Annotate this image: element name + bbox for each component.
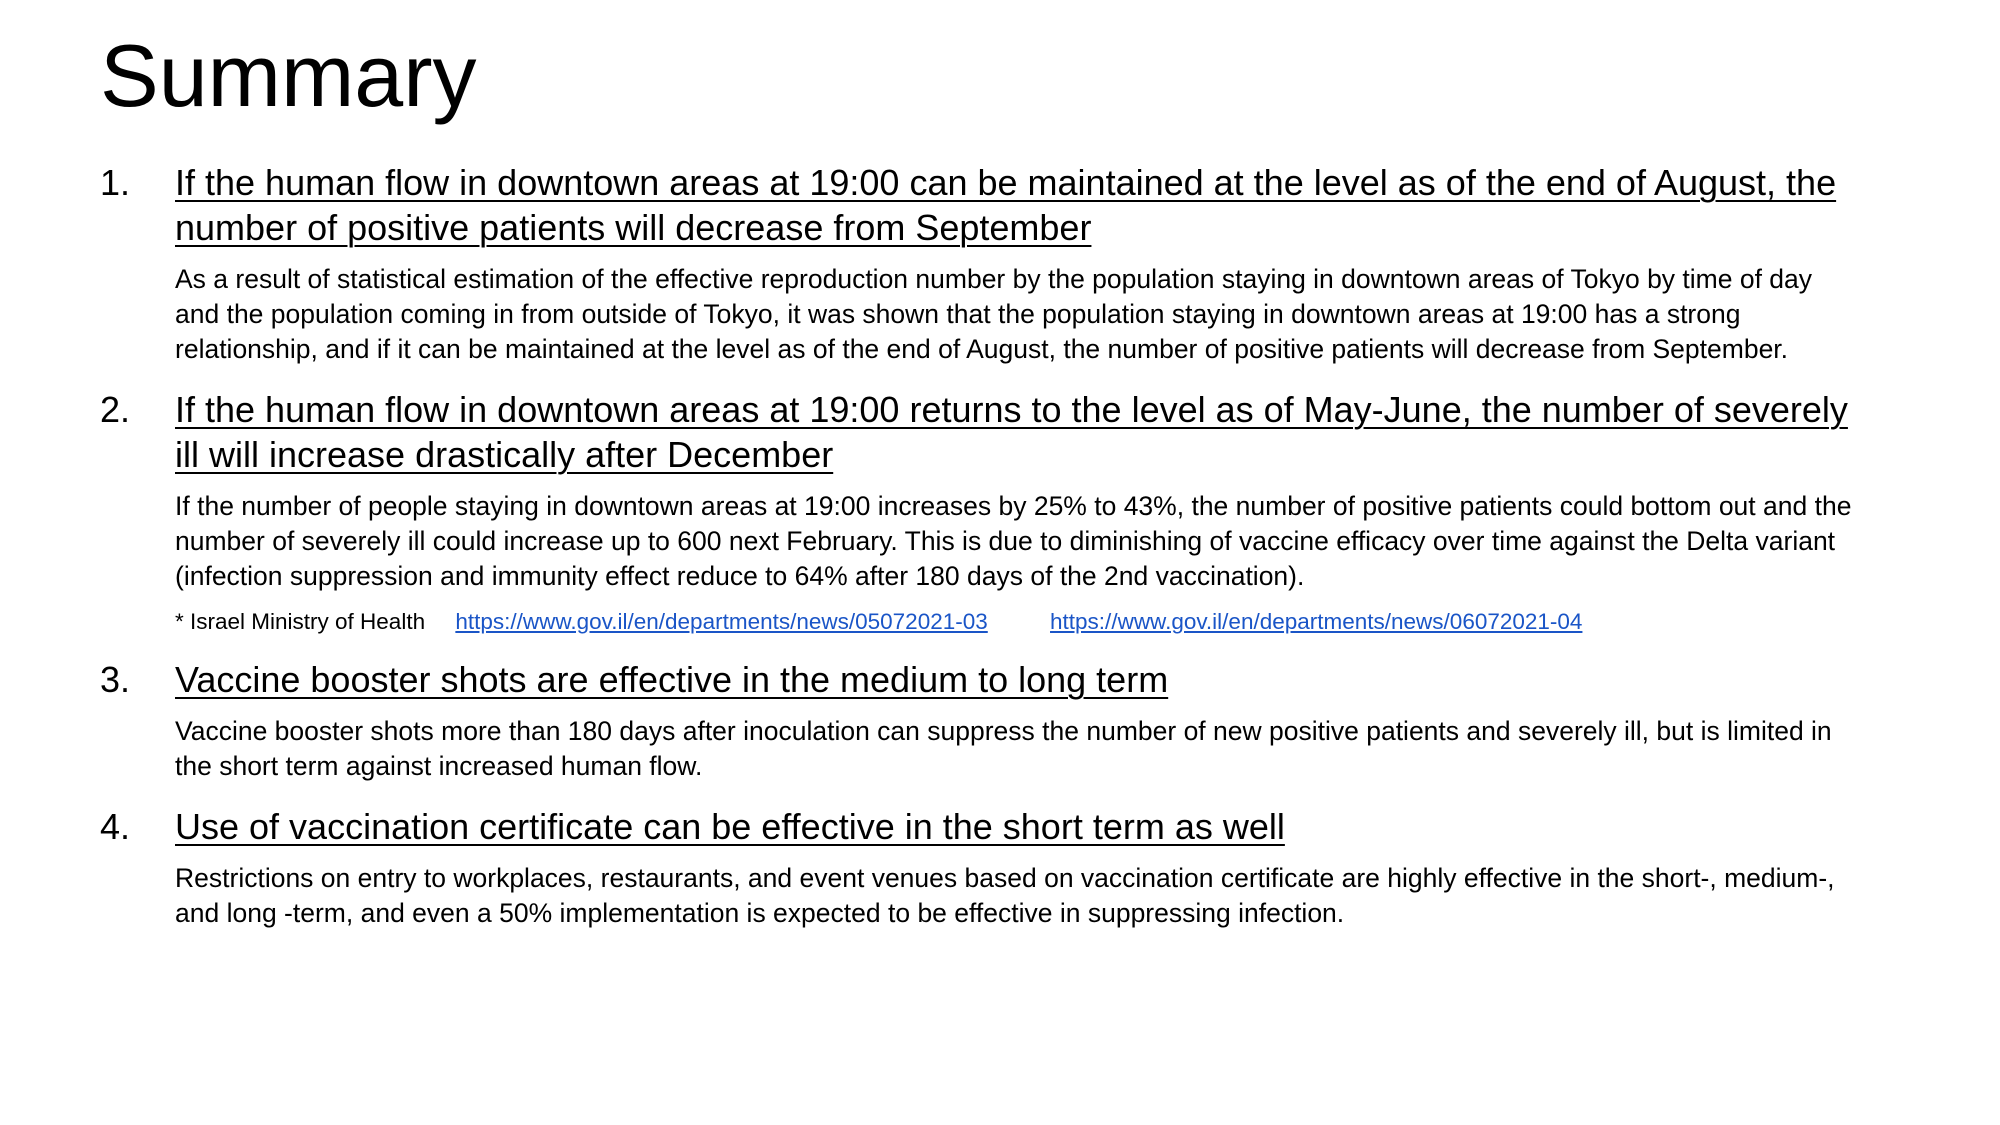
item-body: As a result of statistical estimation of the effective reproduction number by the population staying in downtown areas of Tokyo by time of day and the population coming in from outside of Tokyo, it was shown that the population staying in downtown areas at 19:00 has a strong relationship, and if it can be maintained at the level as of the end of August, the number of positive patients will decrease from September.: [175, 264, 1813, 364]
summary-list: [100, 160, 1860, 951]
item-heading: Vaccine booster shots are effective in the medium to long term: [175, 659, 1169, 700]
item-heading: Use of vaccination certificate can be effective in the short term as well: [175, 806, 1285, 847]
item-heading: If the human flow in downtown areas at 19:00 returns to the level as of May-June, the number of severely ill will increase drastically after December: [175, 389, 1848, 475]
item-number: 4.: [100, 806, 131, 847]
source-link-2[interactable]: https://www.gov.il/en/departments/news/06072021-04: [1050, 609, 1583, 634]
summary-item-2: [100, 387, 1860, 637]
item-number: 2.: [100, 389, 131, 430]
source-label: * Israel Ministry of Health: [175, 609, 426, 634]
item-number: 3.: [100, 659, 131, 700]
item-body: Vaccine booster shots more than 180 days after inoculation can suppress the number of new positive patients and severely ill, but is limited in the short term against increased human flow.: [175, 716, 1832, 781]
item-body: If the number of people staying in downtown areas at 19:00 increases by 25% to 43%, the number of positive patients could bottom out and the number of severely ill could increase up to 600 next February. This is due to diminishing of vaccine efficacy over time against the Delta variant (infection suppression and immunity effect reduce to 64% after 180 days of the 2nd vaccination).: [175, 491, 1852, 591]
summary-item-4: [100, 804, 1860, 931]
slide-title: Summary: [100, 26, 477, 125]
summary-item-1: [100, 160, 1860, 367]
item-number: 1.: [100, 162, 131, 203]
item-body: Restrictions on entry to workplaces, restaurants, and event venues based on vaccination certificate are highly effective in the short-, medium-, and long -term, and even a 50% implementation is expected to be effective in suppressing infection.: [175, 863, 1835, 928]
source-note: [175, 607, 1860, 637]
summary-item-3: [100, 657, 1860, 784]
item-heading: If the human flow in downtown areas at 19:00 can be maintained at the level as of the end of August, the number of positive patients will decrease from September: [175, 162, 1837, 248]
source-link-1[interactable]: https://www.gov.il/en/departments/news/05072021-03: [455, 609, 988, 634]
